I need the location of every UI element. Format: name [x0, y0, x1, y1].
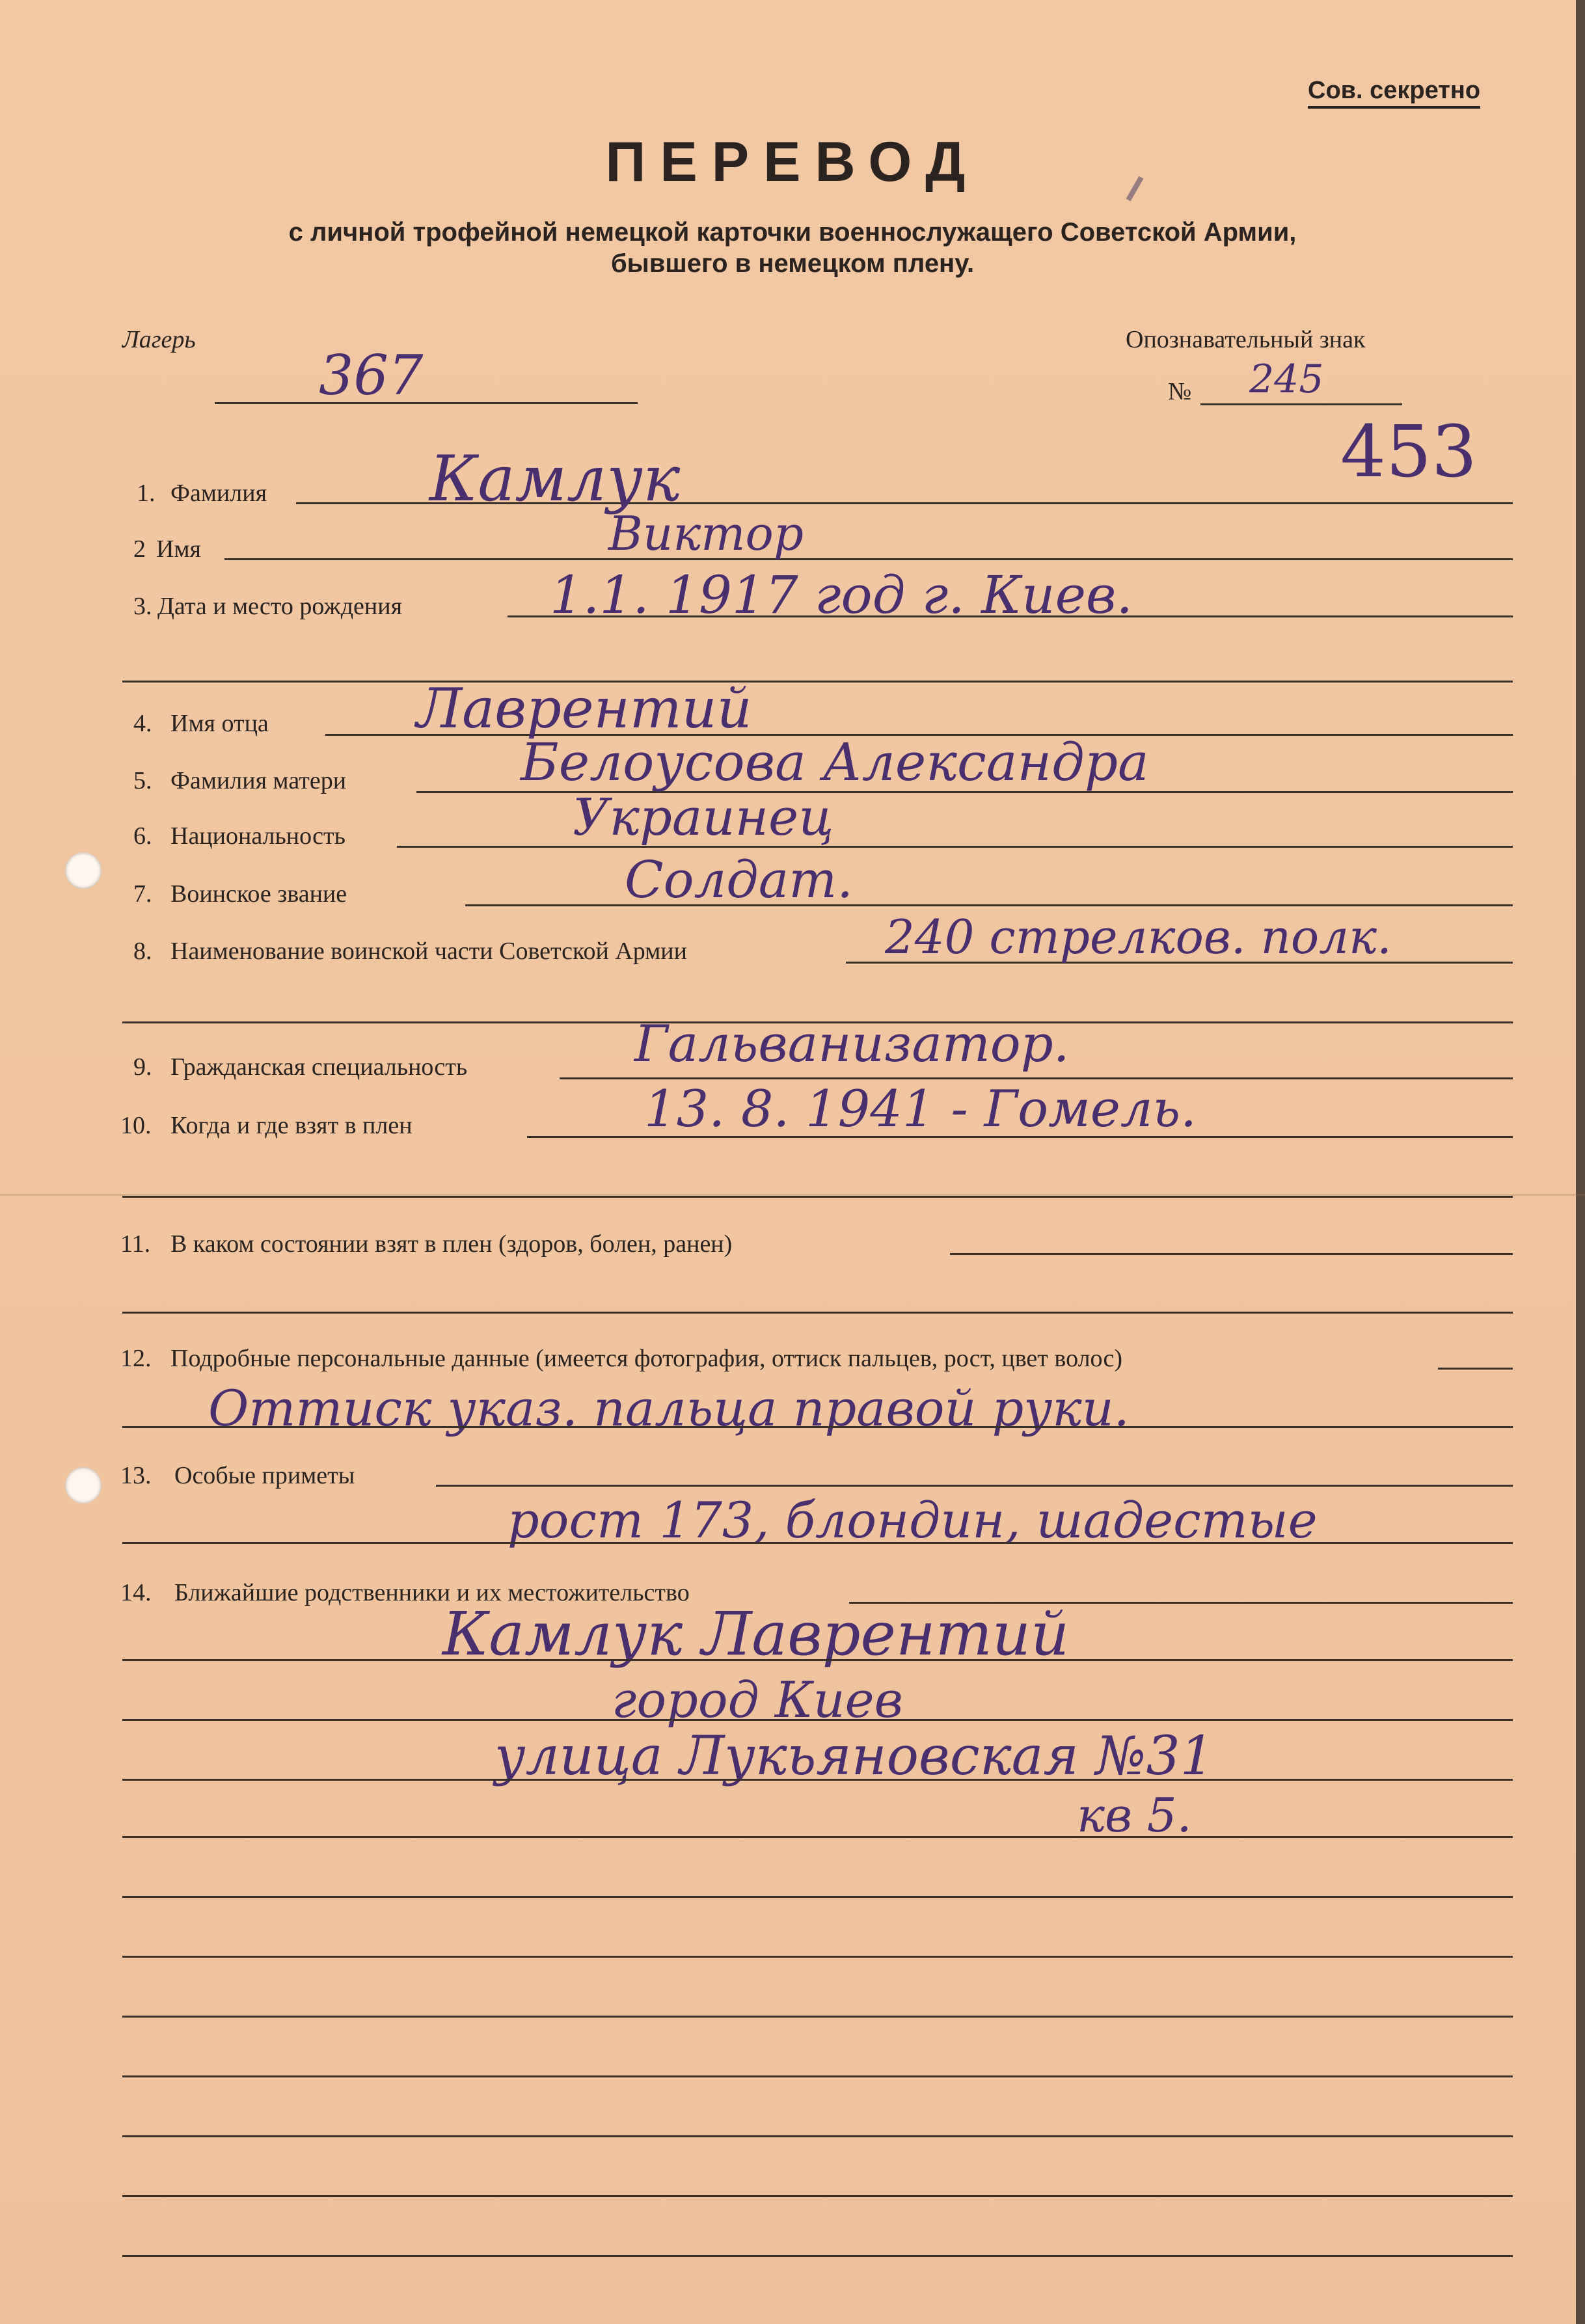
- field-2-value: Виктор: [608, 506, 804, 561]
- field-8-num: 8.: [133, 938, 152, 965]
- classification-stamp: Сов. секретно: [1308, 77, 1480, 109]
- document-subtitle-2: бывшего в немецком плену.: [610, 249, 975, 278]
- field-4-num: 4.: [133, 710, 152, 737]
- field-10-num: 10.: [120, 1112, 152, 1139]
- scan-edge: [1576, 0, 1585, 2324]
- field-1-value: Камлук: [429, 442, 681, 515]
- blank-line-1: [122, 1896, 1513, 1898]
- field-6-label: Национальность: [170, 822, 345, 850]
- field-8-label: Наименование воинской части Советской Армии: [170, 938, 687, 965]
- field-10-value: 13. 8. 1941 - Гомель.: [644, 1080, 1197, 1139]
- field-3-num: 3.: [133, 593, 152, 620]
- field-5-label: Фамилия матери: [170, 767, 347, 794]
- camp-value: 367: [319, 344, 424, 407]
- field-9-num: 9.: [133, 1053, 152, 1081]
- field-5-value: Белоусова Александра: [521, 732, 1149, 792]
- relatives-line-3: [122, 1779, 1513, 1781]
- field-13-line-2: [122, 1542, 1513, 1544]
- field-11-num: 11.: [120, 1230, 151, 1258]
- field-12-num: 12.: [120, 1345, 152, 1372]
- blank-line-2: [122, 1956, 1513, 1958]
- field-13-value: рост 173, блондин, шадестые: [508, 1491, 1318, 1549]
- field-2-label: Имя: [156, 535, 201, 563]
- field-7-num: 7.: [133, 880, 152, 908]
- blank-line-4: [122, 2075, 1513, 2077]
- field-10-label: Когда и где взят в плен: [170, 1112, 413, 1139]
- relative-flat: кв 5.: [1077, 1788, 1192, 1843]
- field-3-label: Дата и место рождения: [157, 593, 403, 620]
- field-9-value: Гальванизатор.: [634, 1015, 1070, 1074]
- field-5-num: 5.: [133, 767, 152, 794]
- field-7-value: Солдат.: [625, 851, 853, 910]
- document-subtitle-1: с личной трофейной немецкой карточки военнослужащего Советской Армии,: [288, 218, 1297, 247]
- margin-number: 453: [1340, 410, 1477, 493]
- field-1-num: 1.: [137, 480, 156, 507]
- field-8-value: 240 стрелков. полк.: [885, 910, 1392, 964]
- field-11-label: В каком состоянии взят в плен (здоров, болен, ранен): [170, 1230, 733, 1258]
- field-7-label: Воинское звание: [170, 880, 347, 908]
- blank-line-3: [122, 2016, 1513, 2018]
- blank-line-6: [122, 2195, 1513, 2197]
- field-13-label: Особые приметы: [174, 1462, 355, 1489]
- tag-no-label: №: [1168, 378, 1192, 405]
- field-12-value: Оттиск указ. пальца правой руки.: [208, 1379, 1130, 1437]
- field-1-label: Фамилия: [170, 480, 267, 507]
- camp-line: [215, 402, 638, 404]
- punch-hole-bottom: [65, 1467, 102, 1504]
- field-4-label: Имя отца: [170, 710, 269, 737]
- field-6-num: 6.: [133, 822, 152, 850]
- relatives-line-4: [122, 1836, 1513, 1838]
- field-2-line: [224, 558, 1513, 560]
- punch-hole-top: [65, 852, 102, 889]
- field-11-line: [950, 1253, 1513, 1255]
- field-13-line: [436, 1485, 1513, 1487]
- field-2-num: 2: [133, 535, 146, 563]
- field-14-num: 14.: [120, 1579, 152, 1606]
- field-12-line: [1438, 1368, 1513, 1370]
- relatives-line-1: [122, 1659, 1513, 1661]
- field-13-num: 13.: [120, 1462, 152, 1489]
- field-3-value: 1.1. 1917 год г. Киев.: [550, 565, 1133, 625]
- relative-city: город Киев: [612, 1671, 903, 1729]
- field-6-line: [397, 846, 1513, 848]
- relative-name: Камлук Лаврентий: [442, 1599, 1070, 1669]
- field-9-label: Гражданская специальность: [170, 1053, 468, 1081]
- field-4-value: Лаврентий: [416, 677, 752, 740]
- camp-label: Лагерь: [122, 326, 196, 353]
- field-14-label: Ближайшие родственники и их местожительство: [174, 1579, 690, 1606]
- field-3-line-2: [122, 681, 1513, 682]
- relatives-line-2: [122, 1719, 1513, 1721]
- document-title: ПЕРЕВОД: [605, 131, 980, 193]
- field-6-value: Украинец: [573, 789, 834, 847]
- field-9-line: [560, 1077, 1513, 1079]
- relative-street: улица Лукьяновская №31: [494, 1725, 1214, 1787]
- field-10-line-2: [122, 1196, 1513, 1198]
- tag-line: [1200, 403, 1402, 405]
- field-12-line-2: [122, 1426, 1513, 1428]
- tag-label: Опознавательный знак: [1126, 326, 1366, 353]
- field-12-label: Подробные персональные данные (имеется фотография, оттиск пальцев, рост, цвет волос): [170, 1345, 1122, 1372]
- tag-value: 245: [1249, 357, 1324, 402]
- blank-line-5: [122, 2135, 1513, 2137]
- blank-line-7: [122, 2255, 1513, 2257]
- field-11-line-2: [122, 1312, 1513, 1314]
- field-7-line: [465, 904, 1513, 906]
